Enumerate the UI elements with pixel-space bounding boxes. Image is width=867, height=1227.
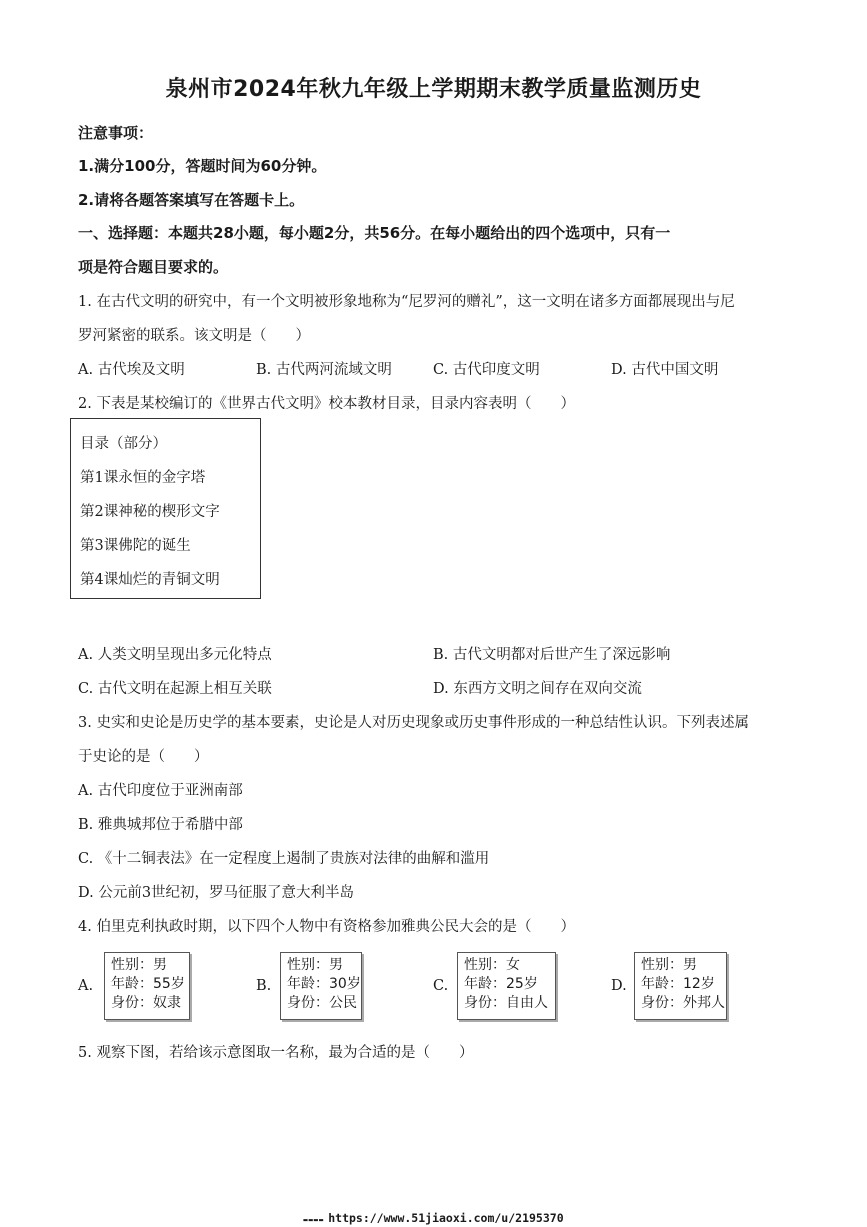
toc-item: 第3课佛陀的诞生: [80, 538, 191, 554]
card-identity: 身份：奴隶: [111, 995, 181, 1011]
watermark-logo-icon: ▬▬▬▬: [303, 1216, 325, 1224]
q4-option-d-letter[interactable]: D.: [611, 978, 627, 994]
card-age: 年龄：30岁: [287, 976, 361, 992]
q4-option-b-letter[interactable]: B.: [256, 978, 272, 994]
notice-item-1: 1.满分100分，答题时间为60分钟。: [78, 157, 327, 175]
q3-stem-line2: 于史论的是（ ）: [78, 749, 209, 765]
q3-option-a[interactable]: A. 古代印度位于亚洲南部: [78, 783, 243, 799]
toc-item: 第4课灿烂的青铜文明: [80, 572, 220, 588]
q3-option-d[interactable]: D. 公元前3世纪初，罗马征服了意大利半岛: [78, 885, 355, 901]
section-heading-line2: 项是符合题目要求的。: [78, 258, 229, 276]
notice-item-2: 2.请将各题答案填写在答题卡上。: [78, 191, 305, 209]
q4-option-c-letter[interactable]: C.: [433, 978, 449, 994]
card-gender: 性别：男: [111, 957, 167, 973]
q1-option-b[interactable]: B. 古代两河流域文明: [256, 362, 392, 378]
card-identity: 身份：自由人: [464, 995, 548, 1011]
q4-stem: 4. 伯里克利执政时期，以下四个人物中有资格参加雅典公民大会的是（ ）: [78, 919, 575, 935]
q4-option-a-card[interactable]: [104, 952, 190, 1020]
card-identity: 身份：公民: [287, 995, 357, 1011]
footer-url[interactable]: https://www.51jiaoxi.com/u/2195370: [328, 1211, 564, 1225]
q4-option-b-card[interactable]: [280, 952, 362, 1020]
q2-option-c[interactable]: C. 古代文明在起源上相互关联: [78, 681, 272, 697]
q1-stem-line1: 1. 在古代文明的研究中，有一个文明被形象地称为“尼罗河的赠礼”，这一文明在诸多方面都展现出与尼: [78, 294, 735, 310]
page-title: 泉州市2024年秋九年级上学期期末教学质量监测历史: [165, 77, 702, 102]
card-age: 年龄：12岁: [641, 976, 715, 992]
card-gender: 性别：女: [464, 957, 520, 973]
card-identity: 身份：外邦人: [641, 995, 725, 1011]
card-age: 年龄：55岁: [111, 976, 185, 992]
q1-stem-line2: 罗河紧密的联系。该文明是（ ）: [78, 328, 310, 344]
q3-option-c[interactable]: C. 《十二铜表法》在一定程度上遏制了贵族对法律的曲解和滥用: [78, 851, 490, 867]
footer-watermark: [0, 1211, 867, 1225]
q3-stem-line1: 3. 史实和史论是历史学的基本要素，史论是人对历史现象或历史事件形成的一种总结性认识。下列表述属: [78, 715, 749, 731]
q1-option-d[interactable]: D. 古代中国文明: [611, 362, 719, 378]
card-gender: 性别：男: [287, 957, 343, 973]
q2-option-d[interactable]: D. 东西方文明之间存在双向交流: [433, 681, 642, 697]
q3-option-b[interactable]: B. 雅典城邦位于希腊中部: [78, 817, 243, 833]
q1-option-a[interactable]: A. 古代埃及文明: [78, 362, 185, 378]
q5-stem: 5. 观察下图，若给该示意图取一名称，最为合适的是（ ）: [78, 1045, 474, 1061]
section-heading-line1: 一、选择题：本题共28小题，每小题2分，共56分。在每小题给出的四个选项中，只有一: [78, 224, 671, 242]
q2-stem: 2. 下表是某校编订的《世界古代文明》校本教材目录，目录内容表明（ ）: [78, 396, 575, 412]
toc-item: 第1课永恒的金字塔: [80, 470, 206, 486]
q2-option-b[interactable]: B. 古代文明都对后世产生了深远影响: [433, 647, 671, 663]
toc-heading: 目录（部分）: [80, 436, 167, 452]
q4-option-c-card[interactable]: [457, 952, 556, 1020]
q1-option-c[interactable]: C. 古代印度文明: [433, 362, 540, 378]
card-age: 年龄：25岁: [464, 976, 538, 992]
toc-item: 第2课神秘的楔形文字: [80, 504, 220, 520]
card-gender: 性别：男: [641, 957, 697, 973]
notice-heading: 注意事项：: [78, 124, 154, 142]
q4-option-a-letter[interactable]: A.: [78, 978, 94, 994]
q2-table-of-contents: [70, 418, 261, 599]
q2-option-a[interactable]: A. 人类文明呈现出多元化特点: [78, 647, 272, 663]
q4-option-d-card[interactable]: [634, 952, 727, 1020]
